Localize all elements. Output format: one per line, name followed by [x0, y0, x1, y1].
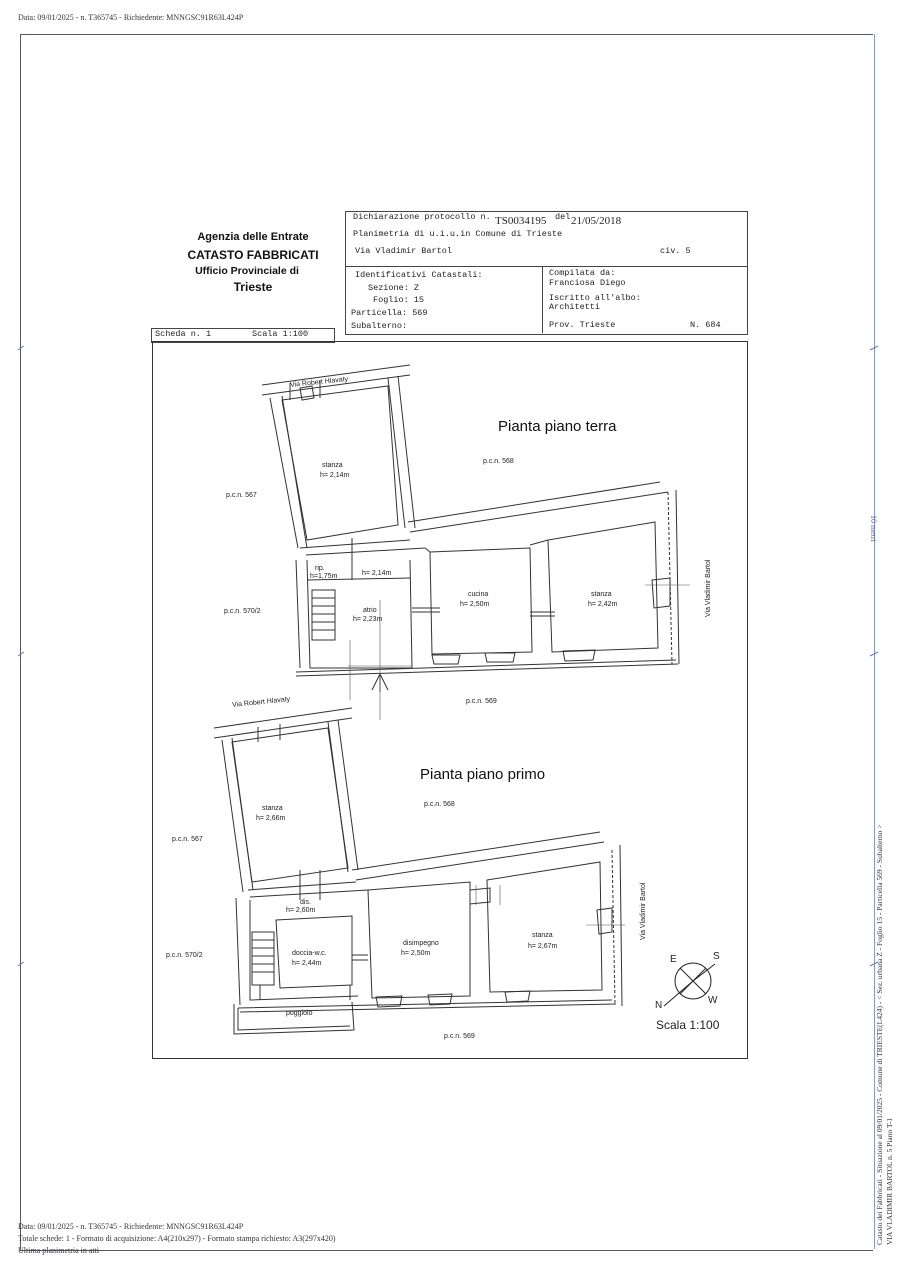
ufficio-label: Ufficio Provinciale di: [195, 265, 299, 277]
plan-scale: Scala 1:100: [656, 1018, 720, 1032]
protocollo-number: TS0034195: [495, 215, 547, 227]
albo-number: N. 684: [690, 320, 721, 330]
room-name: disimpegno: [403, 940, 439, 947]
room-height: h= 2,50m: [460, 601, 490, 608]
property-address: VIA VLADIMIR BARTOL n. 5 Piano T-1: [885, 1117, 894, 1245]
pcn-570-2-ground: p.c.n. 570/2: [224, 608, 261, 615]
agency-name: Agenzia delle Entrate: [197, 231, 309, 243]
room-name: cucina: [468, 591, 489, 598]
compass-s: S: [713, 951, 720, 962]
particella: Particella: 569: [351, 308, 428, 318]
address: Via Vladimir Bartol: [355, 246, 452, 256]
civic-number: civ. 5: [660, 246, 691, 256]
dichiarazione-label: Dichiarazione protocollo n.: [353, 212, 491, 222]
planimetria-label: Planimetria di u.i.u.in Comune di Trieste: [353, 229, 563, 239]
room-name: stanza: [532, 932, 553, 939]
footer-format: Totale schede: 1 - Formato di acquisizione: A4(210x297) - Formato stampa richiesto: A3(297x420): [18, 1234, 336, 1243]
room-name: atrio: [363, 607, 377, 614]
catasto-situation: Catasto dei Fabbricati - Situazione al 09/01/2025 - Comune di TRIESTE(L424) - < Sez. urbana Z - Foglio 15 - Particella 569 - Subalterno >: [875, 824, 884, 1245]
protocollo-date: 21/05/2018: [571, 215, 622, 227]
compilatore-name: Franciosa Diego: [549, 278, 626, 288]
street-right-ground: Via Vladimir Bartol: [705, 559, 712, 617]
room-name: stanza: [262, 805, 283, 812]
room-name: rip.: [315, 565, 325, 572]
room-name: dis.: [300, 899, 311, 906]
room-height: h= 2,66m: [256, 815, 286, 822]
iscritto-label: Iscritto all'albo:: [549, 293, 641, 303]
compass-n: N: [655, 1000, 663, 1011]
catasto-title: CATASTO FABBRICATI: [187, 248, 319, 262]
room-height: h= 2,50m: [401, 950, 431, 957]
pcn-568-ground: p.c.n. 568: [483, 458, 514, 465]
pcn-569-ground: p.c.n. 569: [466, 698, 497, 705]
albo-name: Architetti: [549, 302, 601, 312]
room-height: h= 2,60m: [286, 907, 316, 914]
room-height: h=1,75m: [310, 573, 338, 580]
subalterno: Subalterno:: [351, 321, 408, 331]
scheda-number: Scheda n. 1: [155, 329, 212, 339]
room-name: stanza: [591, 591, 612, 598]
compilata-label: Compilata da:: [549, 268, 616, 278]
ruler-unit: 10 metri: [869, 515, 878, 542]
pcn-569-first: p.c.n. 569: [444, 1033, 475, 1040]
room-height: h= 2,67m: [528, 943, 558, 950]
scheda-scale: Scala 1:100: [252, 329, 309, 339]
compass-w: W: [708, 995, 718, 1006]
room-height: h= 2,23m: [353, 616, 383, 623]
pcn-567-ground: p.c.n. 567: [226, 492, 257, 499]
footer-request: Data: 09/01/2025 - n. T365745 - Richiedente: MNNGSC91R63L424P: [18, 1222, 244, 1231]
street-top-ground: Via Robert Hlavaty: [289, 375, 349, 390]
pcn-568-first: p.c.n. 568: [424, 801, 455, 808]
ufficio-city: Trieste: [233, 280, 273, 294]
balcony-label: poggiolo: [286, 1010, 313, 1017]
room-name: stanza: [322, 462, 343, 469]
identificativi-label: Identificativi Catastali:: [355, 270, 483, 280]
room-name: doccia-w.c.: [292, 950, 327, 957]
del-label: del: [555, 212, 571, 222]
pcn-567-first: p.c.n. 567: [172, 836, 203, 843]
provincia: Prov. Trieste: [549, 320, 616, 330]
footer-last-plan: Ultima planimetria in atti: [18, 1246, 100, 1255]
room-height: h= 2,42m: [588, 601, 618, 608]
room-height: h= 2,14m: [320, 472, 350, 479]
street-top-first: Via Robert Hlavaty: [231, 695, 291, 710]
foglio: Foglio: 15: [373, 295, 425, 305]
room-height: h= 2,44m: [292, 960, 322, 967]
street-right-first: Via Vladimir Bartol: [640, 882, 647, 940]
sezione: Sezione: Z: [368, 283, 420, 293]
room-height: h= 2,14m: [362, 570, 392, 577]
pcn-570-2-first: p.c.n. 570/2: [166, 952, 203, 959]
compass-e: E: [670, 954, 677, 965]
first-floor-title: Pianta piano primo: [420, 766, 546, 783]
request-info-top: Data: 09/01/2025 - n. T365745 - Richiedente: MNNGSC91R63L424P: [18, 13, 244, 22]
ground-floor-title: Pianta piano terra: [498, 418, 617, 435]
